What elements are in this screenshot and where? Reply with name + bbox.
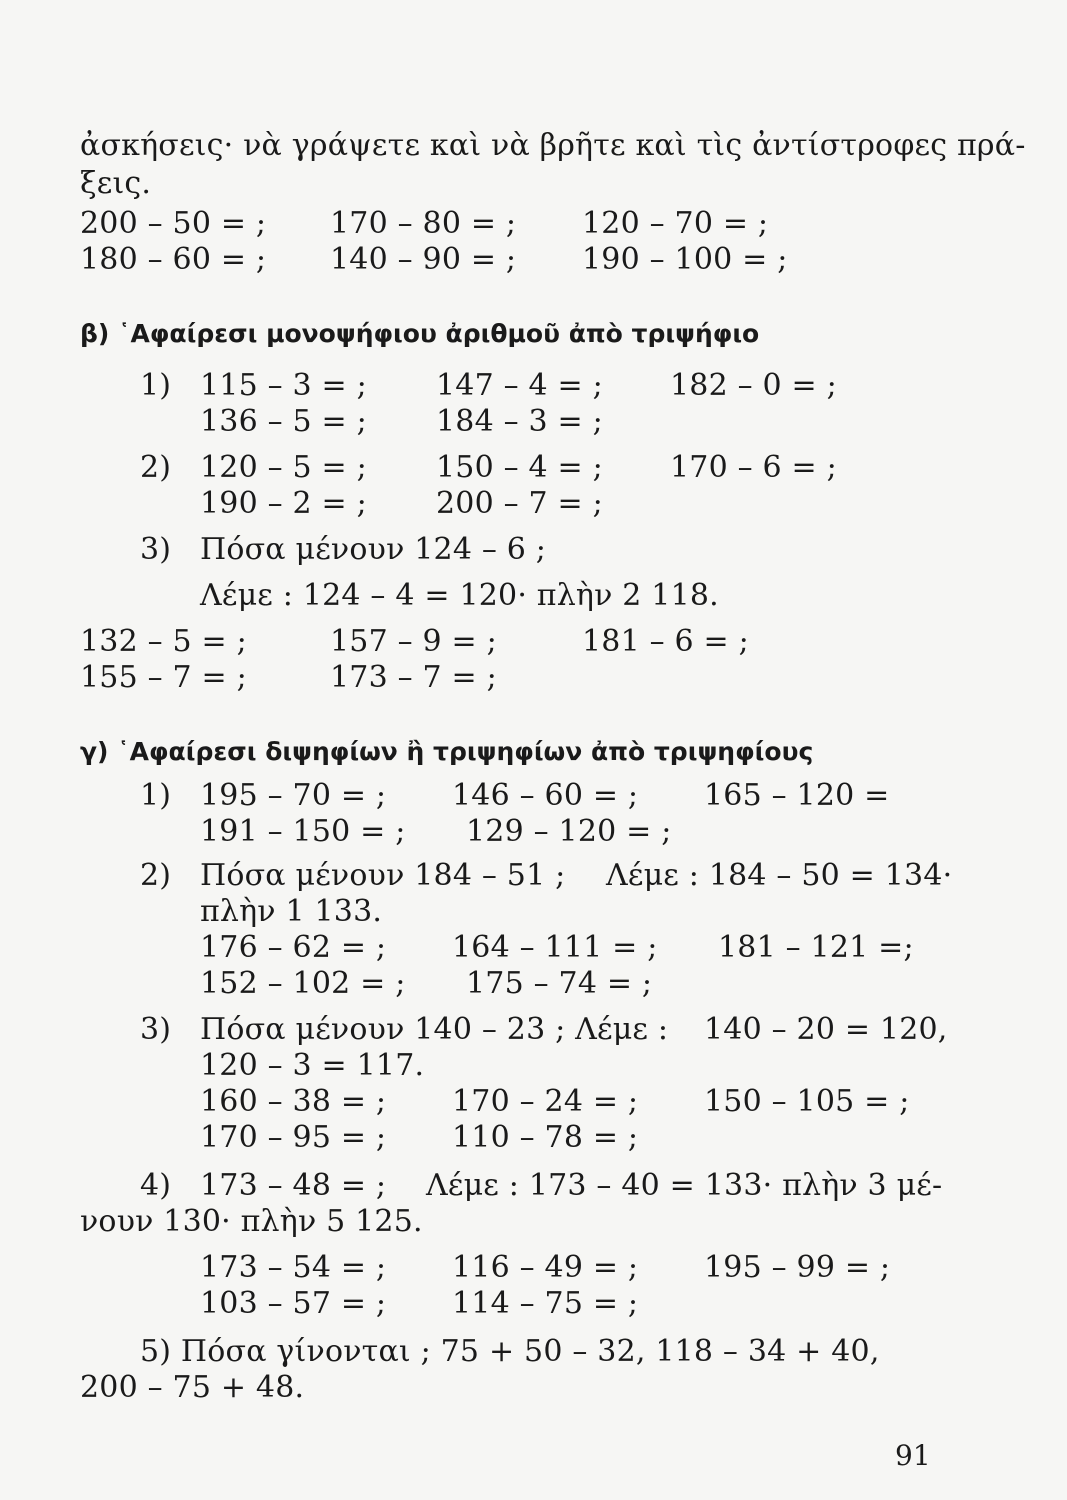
exercise-item: 184 – 3 = ; (436, 404, 603, 439)
exercise-item: 170 – 6 = ; (670, 450, 837, 485)
exercise-item: 152 – 102 = ; (200, 966, 406, 1001)
exercise-number: 1) (140, 778, 172, 813)
exercise-item: 176 – 62 = ; (200, 930, 387, 965)
worked-example: Λέμε : 173 – 40 = 133· πλὴν 3 μέ- (426, 1168, 943, 1203)
exercise-item: 116 – 49 = ; (452, 1250, 639, 1285)
exercise-item: 180 – 60 = ; (80, 242, 267, 277)
intro-line-1: ἀσκήσεις· νὰ γράψετε καὶ νὰ βρῆτε καὶ τὶς ἀντίστροφες πρά- (80, 128, 1026, 163)
exercise-item: 173 – 7 = ; (330, 660, 497, 695)
exercise-item: 181 – 6 = ; (582, 624, 749, 659)
exercise-item: 155 – 7 = ; (80, 660, 247, 695)
worked-example-cont: 120 – 3 = 117. (200, 1048, 425, 1083)
exercise-number: 4) (140, 1168, 172, 1203)
exercise-number: 3) (140, 1012, 172, 1047)
exercise-item: 170 – 95 = ; (200, 1120, 387, 1155)
exercise-item: 120 – 70 = ; (582, 206, 769, 241)
exercise-item: 170 – 24 = ; (452, 1084, 639, 1119)
worked-example-cont: πλὴν 1 133. (200, 894, 383, 929)
exercise-item: 120 – 5 = ; (200, 450, 367, 485)
section-heading: γ) ῾Αφαίρεσι διψηφίων ἢ τριψηφίων ἀπὸ τριψηφίους (80, 737, 814, 766)
exercise-item: 140 – 90 = ; (330, 242, 517, 277)
exercise-item: 136 – 5 = ; (200, 404, 367, 439)
exercise-item: 150 – 4 = ; (436, 450, 603, 485)
exercise-item: 150 – 105 = ; (704, 1084, 910, 1119)
exercise-item: 190 – 2 = ; (200, 486, 367, 521)
exercise-item: 182 – 0 = ; (670, 368, 837, 403)
worked-example: 140 – 20 = 120, (704, 1012, 948, 1047)
exercise-question: Πόσα μένουν 184 – 51 ; (200, 858, 566, 893)
exercise-item: 164 – 111 = ; (452, 930, 658, 965)
exercise-question-cont: 200 – 75 + 48. (80, 1370, 305, 1405)
exercise-item: 165 – 120 = (704, 778, 890, 813)
exercise-item: 195 – 70 = ; (200, 778, 387, 813)
exercise-item: 181 – 121 =; (718, 930, 914, 965)
exercise-item: 146 – 60 = ; (452, 778, 639, 813)
exercise-item: 103 – 57 = ; (200, 1286, 387, 1321)
exercise-question: 173 – 48 = ; (200, 1168, 387, 1203)
exercise-number: 3) (140, 532, 172, 567)
section-heading: β) ῾Αφαίρεσι μονοψήφιου ἀριθμοῦ ἀπὸ τριψήφιο (80, 319, 760, 348)
exercise-item: 157 – 9 = ; (330, 624, 497, 659)
worked-example-cont: νουν 130· πλὴν 5 125. (80, 1204, 423, 1239)
exercise-question: 5) Πόσα γίνονται ; 75 + 50 – 32, 118 – 34 + 40, (140, 1334, 880, 1369)
exercise-item: 200 – 7 = ; (436, 486, 603, 521)
exercise-item: 190 – 100 = ; (582, 242, 788, 277)
intro-line-2: ξεις. (80, 166, 152, 201)
exercise-item: 191 – 150 = ; (200, 814, 406, 849)
page-number: 91 (895, 1439, 931, 1472)
exercise-number: 2) (140, 858, 172, 893)
exercise-item: 173 – 54 = ; (200, 1250, 387, 1285)
exercise-item: 195 – 99 = ; (704, 1250, 891, 1285)
exercise-item: 170 – 80 = ; (330, 206, 517, 241)
exercise-item: 200 – 50 = ; (80, 206, 267, 241)
exercise-item: 114 – 75 = ; (452, 1286, 639, 1321)
exercise-item: 175 – 74 = ; (466, 966, 653, 1001)
worked-example: Λέμε : 184 – 50 = 134· (606, 858, 953, 893)
exercise-number: 1) (140, 368, 172, 403)
exercise-item: 115 – 3 = ; (200, 368, 367, 403)
exercise-item: 110 – 78 = ; (452, 1120, 639, 1155)
exercise-question: Πόσα μένουν 124 – 6 ; (200, 532, 547, 567)
exercise-item: 147 – 4 = ; (436, 368, 603, 403)
exercise-question: Πόσα μένουν 140 – 23 ; Λέμε : (200, 1012, 669, 1047)
exercise-item: 132 – 5 = ; (80, 624, 247, 659)
exercise-number: 2) (140, 450, 172, 485)
exercise-item: 160 – 38 = ; (200, 1084, 387, 1119)
exercise-item: 129 – 120 = ; (466, 814, 672, 849)
worked-example: Λέμε : 124 – 4 = 120· πλὴν 2 118. (200, 578, 719, 613)
